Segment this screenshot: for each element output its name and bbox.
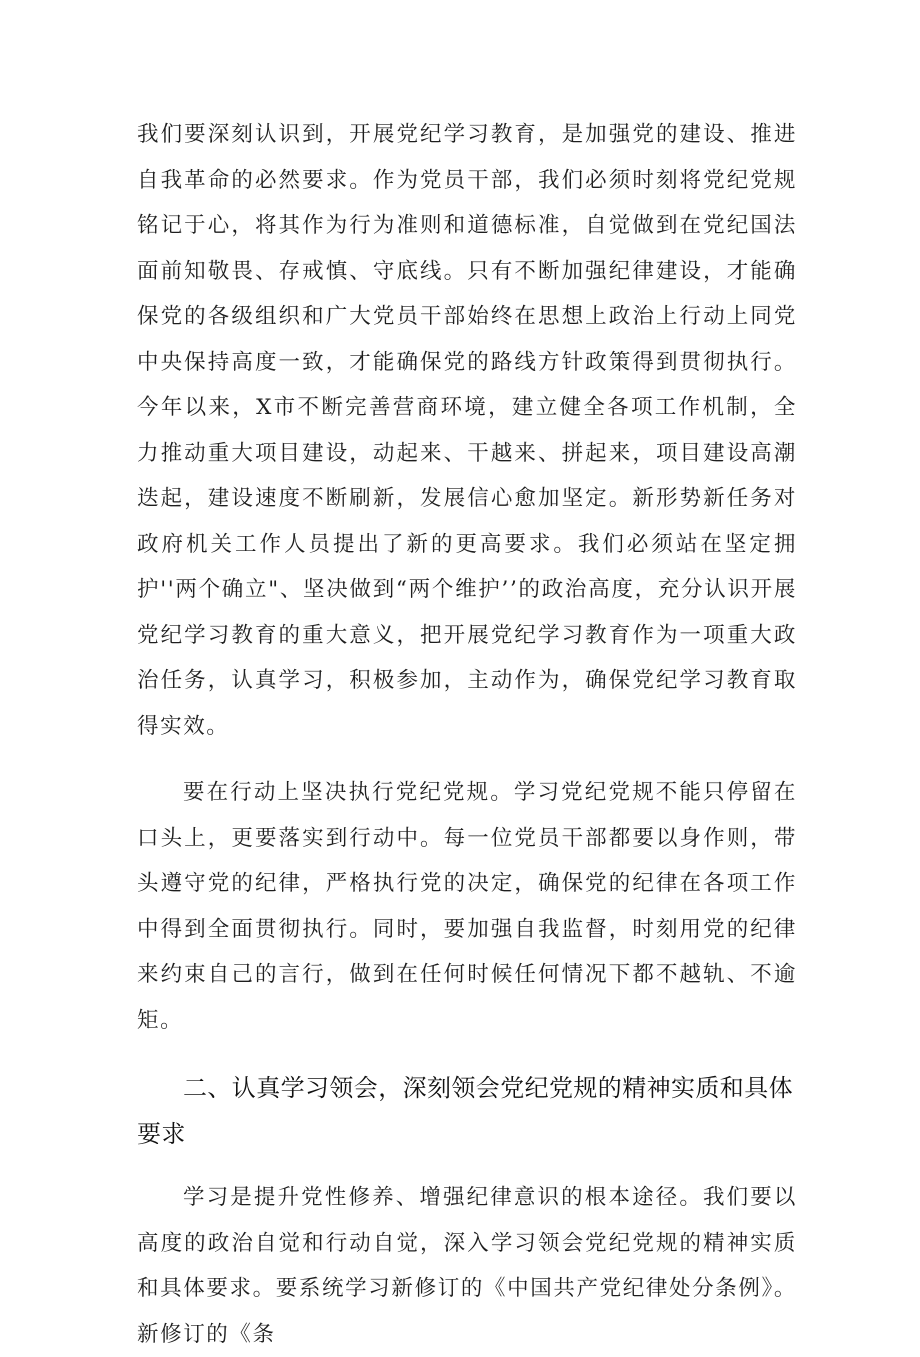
section-heading: 二、认真学习领会，深刻领会党纪党规的精神实质和具体要求 [137,1074,793,1148]
paragraph-1: 我们要深刻认识到，开展党纪学习教育，是加强党的建设、推进自我革命的必然要求。作为党员干部，我们必须时刻将党纪党规铭记于心，将其作为行为准则和道德标准，自觉做到在党纪国法面前知敬畏、存戒慎、守底线。只有不断加强纪律建设，才能确保党的各级组织和广大党员干部始终在思想上政治上行动上同党中央保持高度一致，才能确保党的路线方针政策得到贯彻执行。今年以来，X市不断完善营商环境，建立健全各项工作机制，全力推动重大项目建设，动起来、干越来、拼起来，项目建设高潮迭起，建设速度不断刷新，发展信心愈加坚定。新形势新任务对政府机关工作人员提出了新的更高要求。我们必须站在坚定拥护''两个确立"、坚决做到“两个维护’’的政治高度，充分认识开展党纪学习教育的重大意义，把开展党纪学习教育作为一项重大政治任务，认真学习，积极参加，主动作为，确保党纪学习教育取得实效。 [137,122,797,739]
paragraph-2: 要在行动上坚决执行党纪党规。学习党纪党规不能只停留在口头上，更要落实到行动中。每一位党员干部都要以身作则，带头遵守党的纪律，严格执行党的决定，确保党的纪律在各项工作中得到全面贯彻执行。同时，要加强自我监督，时刻用党的纪律来约束自己的言行，做到在任何时候任何情况下都不越轨、不逾矩。 [137,780,797,1033]
paragraph-3: 学习是提升党性修养、增强纪律意识的根本途径。我们要以高度的政治自觉和行动自觉，深入学习领会党纪党规的精神实质和具体要求。要系统学习新修订的《中国共产党纪律处分条例》。新修订的《条 [137,1185,797,1347]
document-body [137,112,797,1357]
